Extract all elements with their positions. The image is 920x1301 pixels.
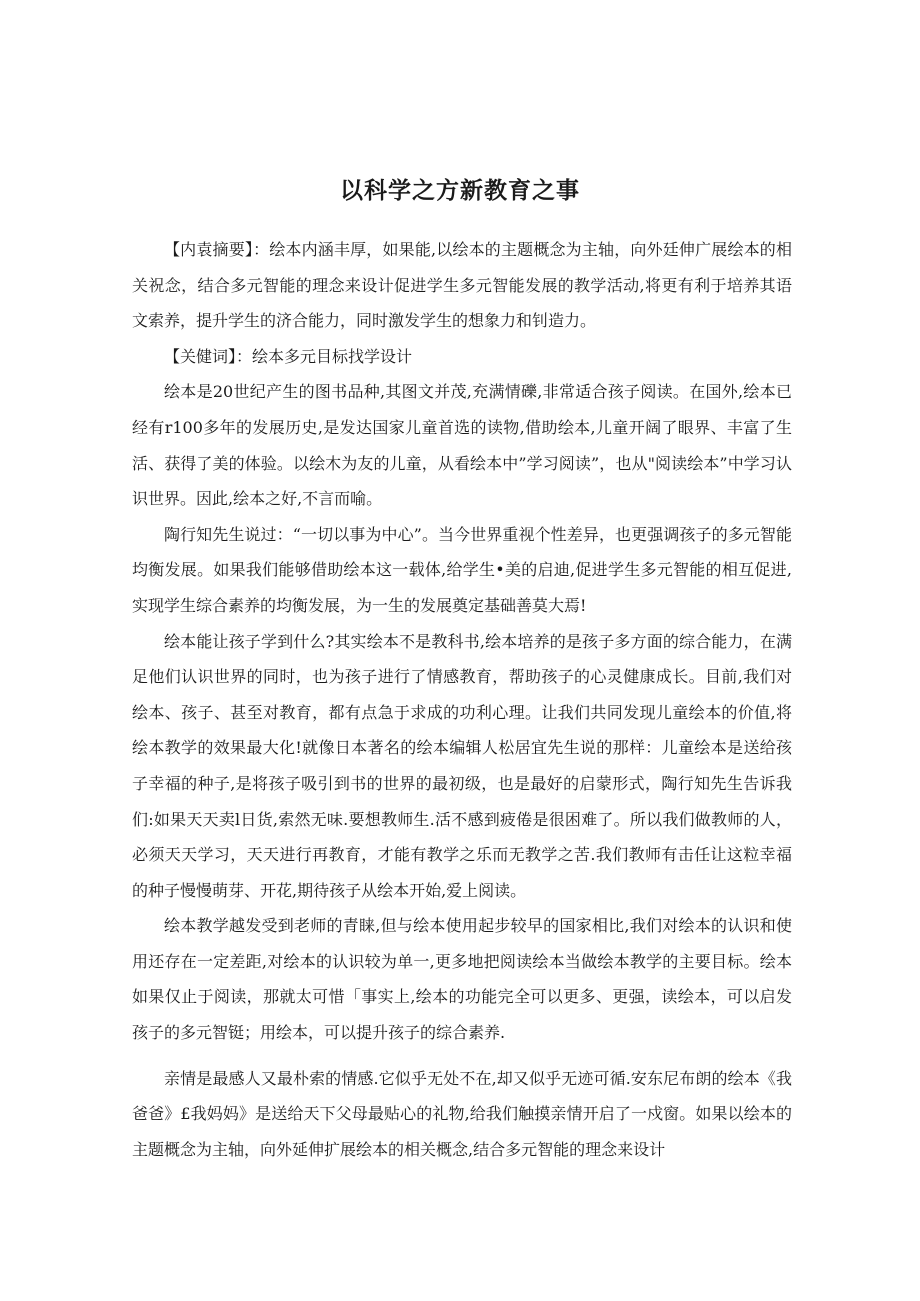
- keywords-text: ：绘本多元目标找学设计: [236, 346, 413, 366]
- body-paragraph: 绘本能让孩子学到什么?其实绘本不是教科书,绘本培养的是孩子多方面的综合能力，在满足他们认识世界的同时，也为孩子进行了情感教育，帮助孩子的心灵健康成长。目前,我们对绘本、孩子、甚至对教育，都有点急于求成的功利心理。让我们共同发现儿童绘本的价值,将绘本教学的效果最大化!就像日本著名的绘本编辑人松居宜先生说的那样：儿童绘本是送给孩子幸福的种子,是将孩子吸引到书的世界的最初级，也是最好的启蒙形式，陶行知先生告诉我们:如果天天卖l日货,索然无味.要想教师生.活不感到疲倦是很困难了。所以我们做教师的人，必须天天学习，天天进行再教育，才能有教学之乐而无教学之苦.我们教师有击任让这粒幸福的种子慢慢萌芽、开花,期待孩子从绘本开始,爱上阅读。: [132, 631, 792, 900]
- body-paragraph: 亲情是最感人又最朴索的情感.它似乎无处不在,却又似乎无迹可循.安东尼布朗的绘本《我爸爸》£我妈妈》是送给天下父母最贴心的礼物,给我们触摸亲情开启了一戍窗。如果以绘本的主题概念为主轴，向外延伸扩展绘本的相关概念,结合多元智能的理念来设计: [132, 1068, 792, 1159]
- body-paragraph: 陶行知先生说过：“一切以事为中心”。当今世界重视个性差异，也更强调孩子的多元智能均衡发展。如果我们能够借助绘本这一载体,给学生•美的启迪,促进学生多元智能的相互促进,实现学生综合素养的均衡发展，为一生的发展奠定基础善莫大焉!: [132, 524, 792, 615]
- page-title: 以科学之方新教育之事: [340, 178, 580, 204]
- abstract-paragraph: [132, 232, 792, 339]
- body-paragraph: 绘本教学越发受到老师的青睐,但与绘本使用起步较早的国家相比,我们对绘本的认识和使用还存在一定差距,对绘本的认识较为单一,更多地把阅读绘本当做绘本教学的主要目标。绘本如果仅止于阅读，那就太可惜「事实上,绘本的功能完全可以更多、更强，读绘本，可以启发孩子的多元智铤；用绘本，可以提升孩子的综合素养.: [132, 916, 792, 1043]
- abstract-text: ：绘本内涵丰厚，如果能,以绘本的主题概念为主轴，向外廷伸广展绘本的相关祝念，结合多元智能的理念来设计促进学生多元智能发展的教学活动,将更有利于培养其语文索养，提升学生的济合能力，同时激发学生的想象力和钊造力。: [132, 240, 792, 331]
- keywords-paragraph: [132, 339, 792, 375]
- body-paragraph: 绘本是20世纪产生的图书品种,其图文并茂,充满情礫,非常适合孩子阅读。在国外,绘本已经有r100多年的发展历史,是发达国家儿童首选的读物,借助绘本,儿童开阔了眼界、丰富了生活、获得了美的体验。以绘木为友的儿童，从看绘本中”学习阅读”，也从"阅读绘本”中学习认识世界。因此,绘本之好,不言而喻。: [132, 382, 792, 509]
- keywords-label: 【关健词】: [164, 346, 237, 366]
- document-body: [132, 232, 792, 1167]
- abstract-label: 【内袁摘要】: [164, 240, 254, 259]
